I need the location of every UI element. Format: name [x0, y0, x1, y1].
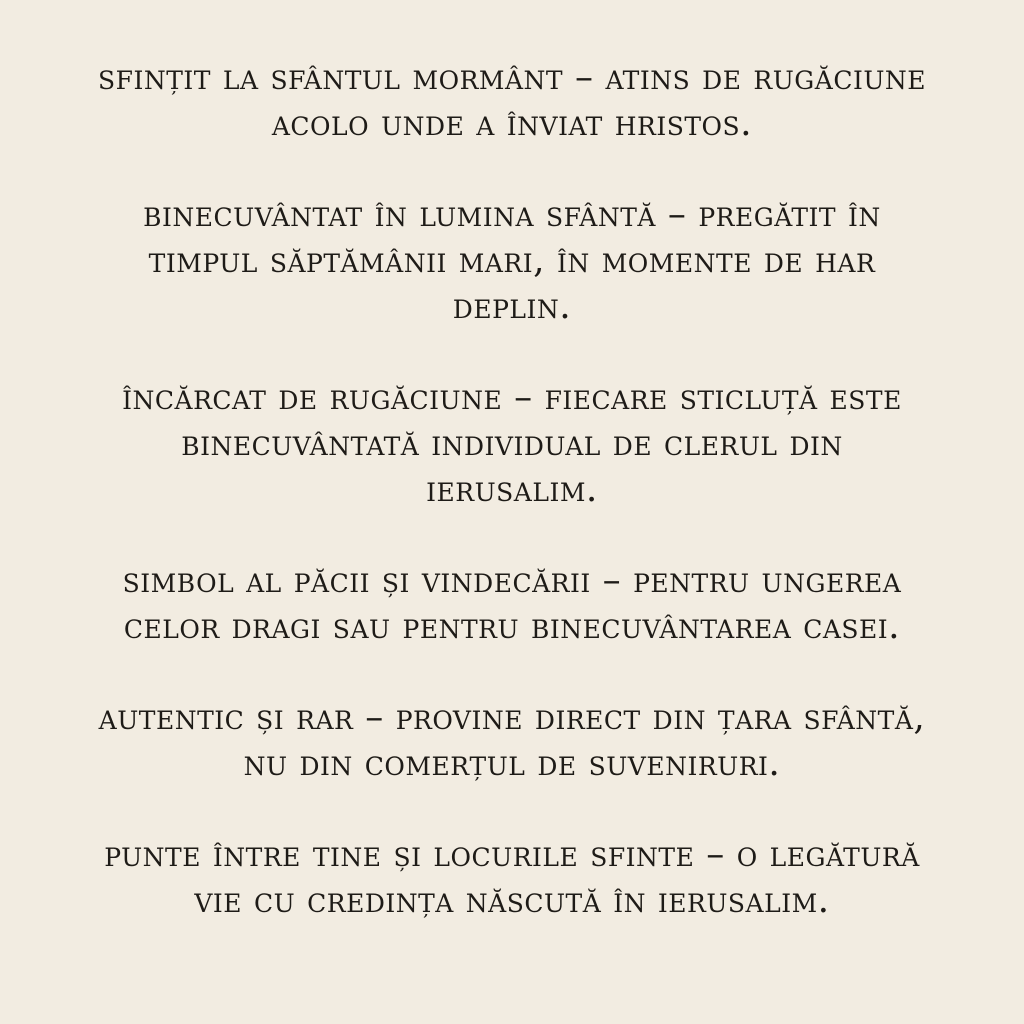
paragraph-prayer: încărcat de rugăciune – fiecare sticluță este binecuvântată individual de clerul din ierusalim. [122, 377, 902, 510]
paragraph-bridge: punte între tine și locurile sfinte – o legătură vie cu credința născută în ierusalim. [104, 834, 920, 921]
paragraph-holy-sepulchre: sfințit la sfântul mormânt – atins de rugăciune acolo unde a înviat hristos. [97, 57, 927, 144]
paragraph-holy-light: binecuvântat în lumina sfântă – pregătit în timpul săptămânii mari, în momente de har deplin. [143, 194, 881, 327]
paragraph-authentic: autentic și rar – provine direct din țara sfântă, nu din comerțul de suveniruri. [98, 697, 926, 784]
paragraph-peace-healing: simbol al păcii și vindecării – pentru ungerea celor dragi sau pentru binecuvântarea casei. [122, 560, 902, 647]
